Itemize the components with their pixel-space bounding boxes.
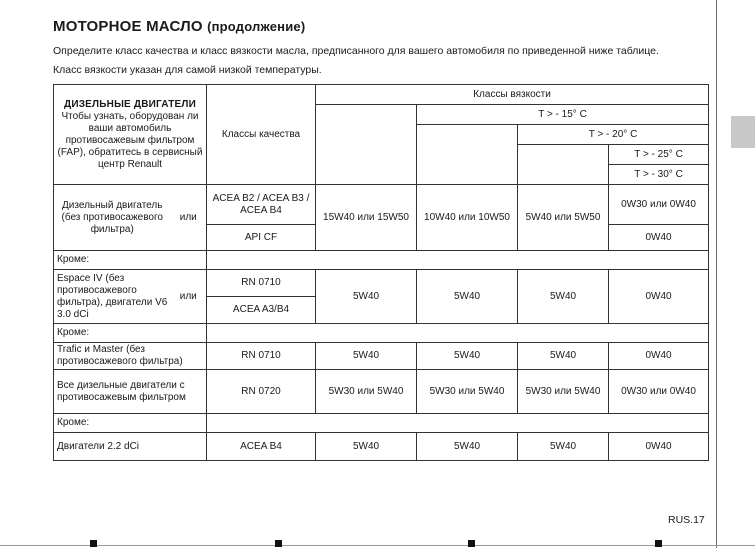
fap-v30: 0W30 или 0W40 <box>609 370 709 414</box>
diesel-no-fap-v20: 10W40 или 10W50 <box>417 185 518 251</box>
trafic-v20: 5W40 <box>417 343 518 370</box>
quality-acea-b4: ACEA B4 <box>207 433 316 461</box>
spacer-cell <box>417 145 518 165</box>
espace-v30: 0W40 <box>609 270 709 324</box>
diesel-no-fap-v25: 5W40 или 5W50 <box>518 185 609 251</box>
engines-title: ДИЗЕЛЬНЫЕ ДВИГАТЕЛИ <box>64 98 196 110</box>
except-label: Кроме: <box>54 251 207 270</box>
quality-api-cf: API CF <box>207 225 316 251</box>
title-suffix: (продолжение) <box>207 19 306 34</box>
quality-rn0710: RN 0710 <box>207 270 316 297</box>
engine-2-2-dci: Двигатели 2.2 dCi <box>54 433 207 461</box>
intro-line-2: Класс вязкости указан для самой низкой температуры. <box>53 64 322 76</box>
spacer-cell <box>518 165 609 185</box>
intro-line-1: Определите класс качества и класс вязкости масла, предписанного для вашего автомобиля по приведенной ниже таблице. <box>53 45 659 57</box>
spacer-cell <box>316 145 417 165</box>
spacer-cell <box>316 105 417 125</box>
dci22-v15: 5W40 <box>316 433 417 461</box>
crop-mark <box>468 540 475 547</box>
spacer-cell <box>518 145 609 165</box>
spacer-cell <box>316 165 417 185</box>
trafic-v15: 5W40 <box>316 343 417 370</box>
spacer-cell <box>417 165 518 185</box>
crop-mark <box>90 540 97 547</box>
diesel-no-fap-v30b: 0W40 <box>609 225 709 251</box>
temp-minus-25: T > - 25° C <box>609 145 709 165</box>
diesel-no-fap-v15: 15W40 или 15W50 <box>316 185 417 251</box>
quality-acea-b2-b3-b4: ACEA B2 / ACEA B3 / ACEA B4 <box>207 185 316 225</box>
spacer-cell <box>417 125 518 145</box>
crop-mark <box>275 540 282 547</box>
espace-v15: 5W40 <box>316 270 417 324</box>
engines-header-cell <box>54 85 207 185</box>
engine-espace: Espace IV (без противосажевого фильтра), двигатели V6 3.0 dCi <box>54 270 171 324</box>
engine-all-diesel-fap: Все дизельные двигатели с противосажевым фильтром <box>54 370 207 414</box>
fap-v25: 5W30 или 5W40 <box>518 370 609 414</box>
espace-v20: 5W40 <box>417 270 518 324</box>
page-edge-bottom <box>0 545 755 546</box>
quality-rn0710: RN 0710 <box>207 343 316 370</box>
except-empty-row <box>207 414 709 433</box>
trafic-v25: 5W40 <box>518 343 609 370</box>
quality-rn0720: RN 0720 <box>207 370 316 414</box>
page-edge-right <box>716 0 717 548</box>
temp-minus-15: T > - 15° C <box>417 105 709 125</box>
spacer-cell <box>316 125 417 145</box>
except-label: Кроме: <box>54 414 207 433</box>
except-label: Кроме: <box>54 324 207 343</box>
trafic-v30: 0W40 <box>609 343 709 370</box>
except-empty-row <box>207 324 709 343</box>
temp-minus-20: T > - 20° C <box>518 125 709 145</box>
thumb-index-tab <box>731 116 755 148</box>
espace-v25: 5W40 <box>518 270 609 324</box>
or-label: или <box>171 185 207 251</box>
temp-minus-30: T > - 30° C <box>609 165 709 185</box>
engines-note: Чтобы узнать, оборудован ли ваши автомобиль противосажевым фильтром (FAP), обратитесь в сервисный центр Renault <box>57 110 203 170</box>
title-main: МОТОРНОЕ МАСЛО <box>53 18 203 35</box>
viscosity-header: Классы вязкости <box>316 85 709 105</box>
page-number: RUS.17 <box>668 514 705 526</box>
crop-mark <box>655 540 662 547</box>
engine-trafic-master: Trafic и Master (без противосажевого фильтра) <box>54 343 207 370</box>
oil-spec-table <box>53 84 709 461</box>
diesel-no-fap-v30a: 0W30 или 0W40 <box>609 185 709 225</box>
quality-header: Классы качества <box>207 85 316 185</box>
fap-v15: 5W30 или 5W40 <box>316 370 417 414</box>
quality-acea-a3b4: ACEA A3/B4 <box>207 297 316 324</box>
page-title <box>53 18 305 35</box>
or-label: или <box>171 270 207 324</box>
except-empty-row <box>207 251 709 270</box>
dci22-v20: 5W40 <box>417 433 518 461</box>
dci22-v30: 0W40 <box>609 433 709 461</box>
fap-v20: 5W30 или 5W40 <box>417 370 518 414</box>
engine-diesel-no-fap: Дизельный двигатель (без противосажевого фильтра) <box>54 185 171 251</box>
dci22-v25: 5W40 <box>518 433 609 461</box>
